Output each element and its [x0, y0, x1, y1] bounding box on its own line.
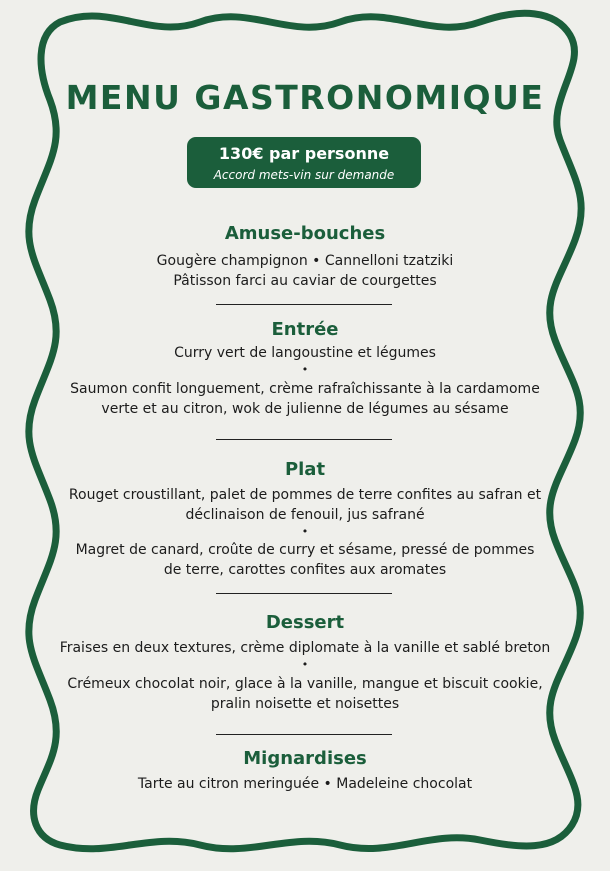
section-divider: [216, 734, 392, 735]
dish-line: déclinaison de fenouil, jus safrané: [185, 507, 425, 523]
price-badge: [187, 137, 421, 188]
dish-line: Pâtisson farci au caviar de courgettes: [173, 273, 437, 289]
dish-line: Magret de canard, croûte de curry et sésame, pressé de pommes: [75, 542, 535, 558]
section-dessert: [40, 611, 570, 714]
section-title: Mignardises: [243, 748, 367, 769]
dish-line: verte et au citron, wok de julienne de légumes au sésame: [101, 401, 509, 417]
dish-line: Curry vert de langoustine et légumes: [174, 345, 436, 361]
section-entree: [40, 318, 570, 419]
dish-line: Gougère champignon • Cannelloni tzatziki: [156, 253, 454, 269]
section-title: Plat: [284, 459, 326, 480]
dish-line: Crémeux chocolat noir, glace à la vanille, mangue et biscuit cookie,: [67, 676, 543, 692]
wine-pairing-note: Accord mets-vin sur demande: [213, 168, 395, 182]
dish-line: Fraises en deux textures, crème diplomate à la vanille et sablé breton: [59, 640, 551, 656]
dish-separator: •: [301, 525, 309, 538]
dish-line: Tarte au citron meringuée • Madeleine chocolat: [137, 776, 473, 792]
dish-separator: •: [301, 363, 309, 376]
menu-title: MENU GASTRONOMIQUE: [65, 78, 545, 117]
section-mignardises: [40, 747, 570, 794]
section-amuse-bouches: [40, 222, 570, 291]
section-divider: [216, 304, 392, 305]
section-divider: [216, 593, 392, 594]
section-title: Dessert: [265, 612, 345, 633]
dish-line: de terre, carottes confites aux aromates: [163, 562, 447, 578]
dish-line: pralin noisette et noisettes: [210, 696, 400, 712]
dish-line: Saumon confit longuement, crème rafraîchissante à la cardamome: [70, 381, 540, 397]
section-title: Entrée: [271, 319, 339, 340]
section-divider: [216, 439, 392, 440]
price-per-person: 130€ par personne: [218, 144, 390, 163]
section-plat: [40, 458, 570, 580]
dish-line: Rouget croustillant, palet de pommes de terre confites au safran et: [68, 487, 542, 503]
section-title: Amuse-bouches: [224, 223, 386, 244]
dish-separator: •: [301, 658, 309, 671]
